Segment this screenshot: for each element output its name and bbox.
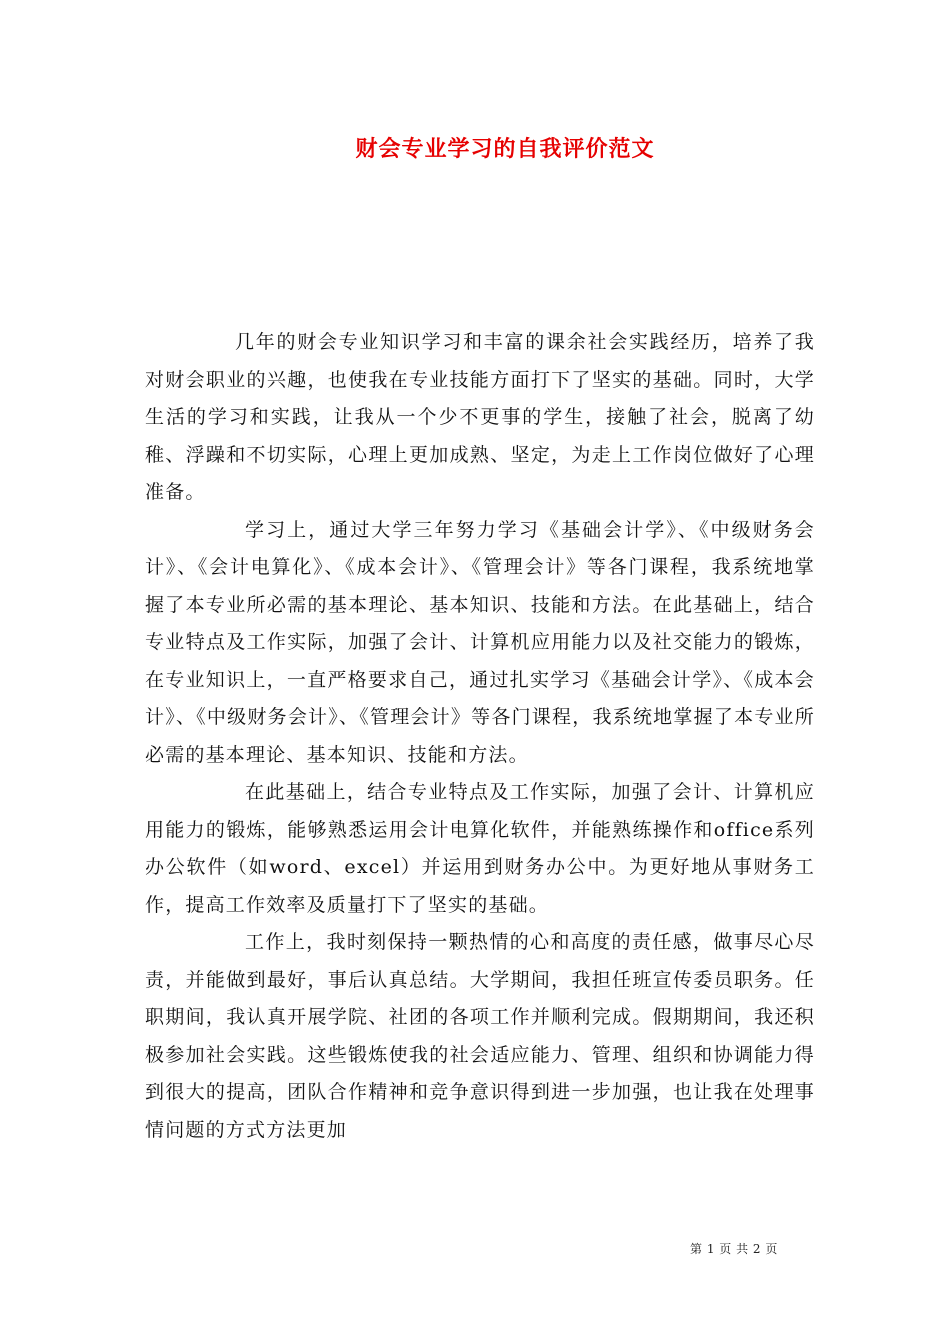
document-title: 财会专业学习的自我评价范文 bbox=[355, 137, 655, 162]
paragraph-intro: 几年的财会专业知识学习和丰富的课余社会实践经历，培养了我对财会职业的兴趣，也使我在专业技能方面打下了坚实的基础。同时，大学生活的学习和实践，让我从一个少不更事的学生，接触了社会，脱离了幼稚、浮躁和不切实际，心理上更加成熟、坚定，为走上工作岗位做好了心理准备。 bbox=[145, 331, 815, 503]
paragraph-study: 学习上，通过大学三年努力学习《基础会计学》、《中级财务会计》、《会计电算化》、《成本会计》、《管理会计》等各门课程，我系统地掌握了本专业所必需的基本理论、基本知识、技能和方法。在此基础上，结合专业特点及工作实际，加强了会计、计算机应用能力以及社交能力的锻炼，在专业知识上，一直严格要求自己，通过扎实学习《基础会计学》、《成本会计》、《中级财务会计》、《管理会计》等各门课程，我系统地掌握了本专业所必需的基本理论、基本知识、技能和方法。 bbox=[145, 518, 815, 766]
paragraph-skills: 在此基础上，结合专业特点及工作实际，加强了会计、计算机应用能力的锻炼，能够熟悉运用会计电算化软件，并能熟练操作和office系列办公软件（如word、excel）并运用到财务办公中。为更好地从事财务工作，提高工作效率及质量打下了坚实的基础。 bbox=[145, 781, 815, 916]
page-number: 第 1 页 共 2 页 bbox=[690, 1242, 778, 1256]
paragraph-work: 工作上，我时刻保持一颗热情的心和高度的责任感，做事尽心尽责，并能做到最好，事后认真总结。大学期间，我担任班宣传委员职务。任职期间，我认真开展学院、社团的各项工作并顺利完成。假期期间，我还积极参加社会实践。这些锻炼使我的社会适应能力、管理、组织和协调能力得到很大的提高，团队合作精神和竞争意识得到进一步加强，也让我在处理事情问题的方式方法更加 bbox=[145, 931, 815, 1141]
document-body bbox=[145, 324, 815, 1149]
